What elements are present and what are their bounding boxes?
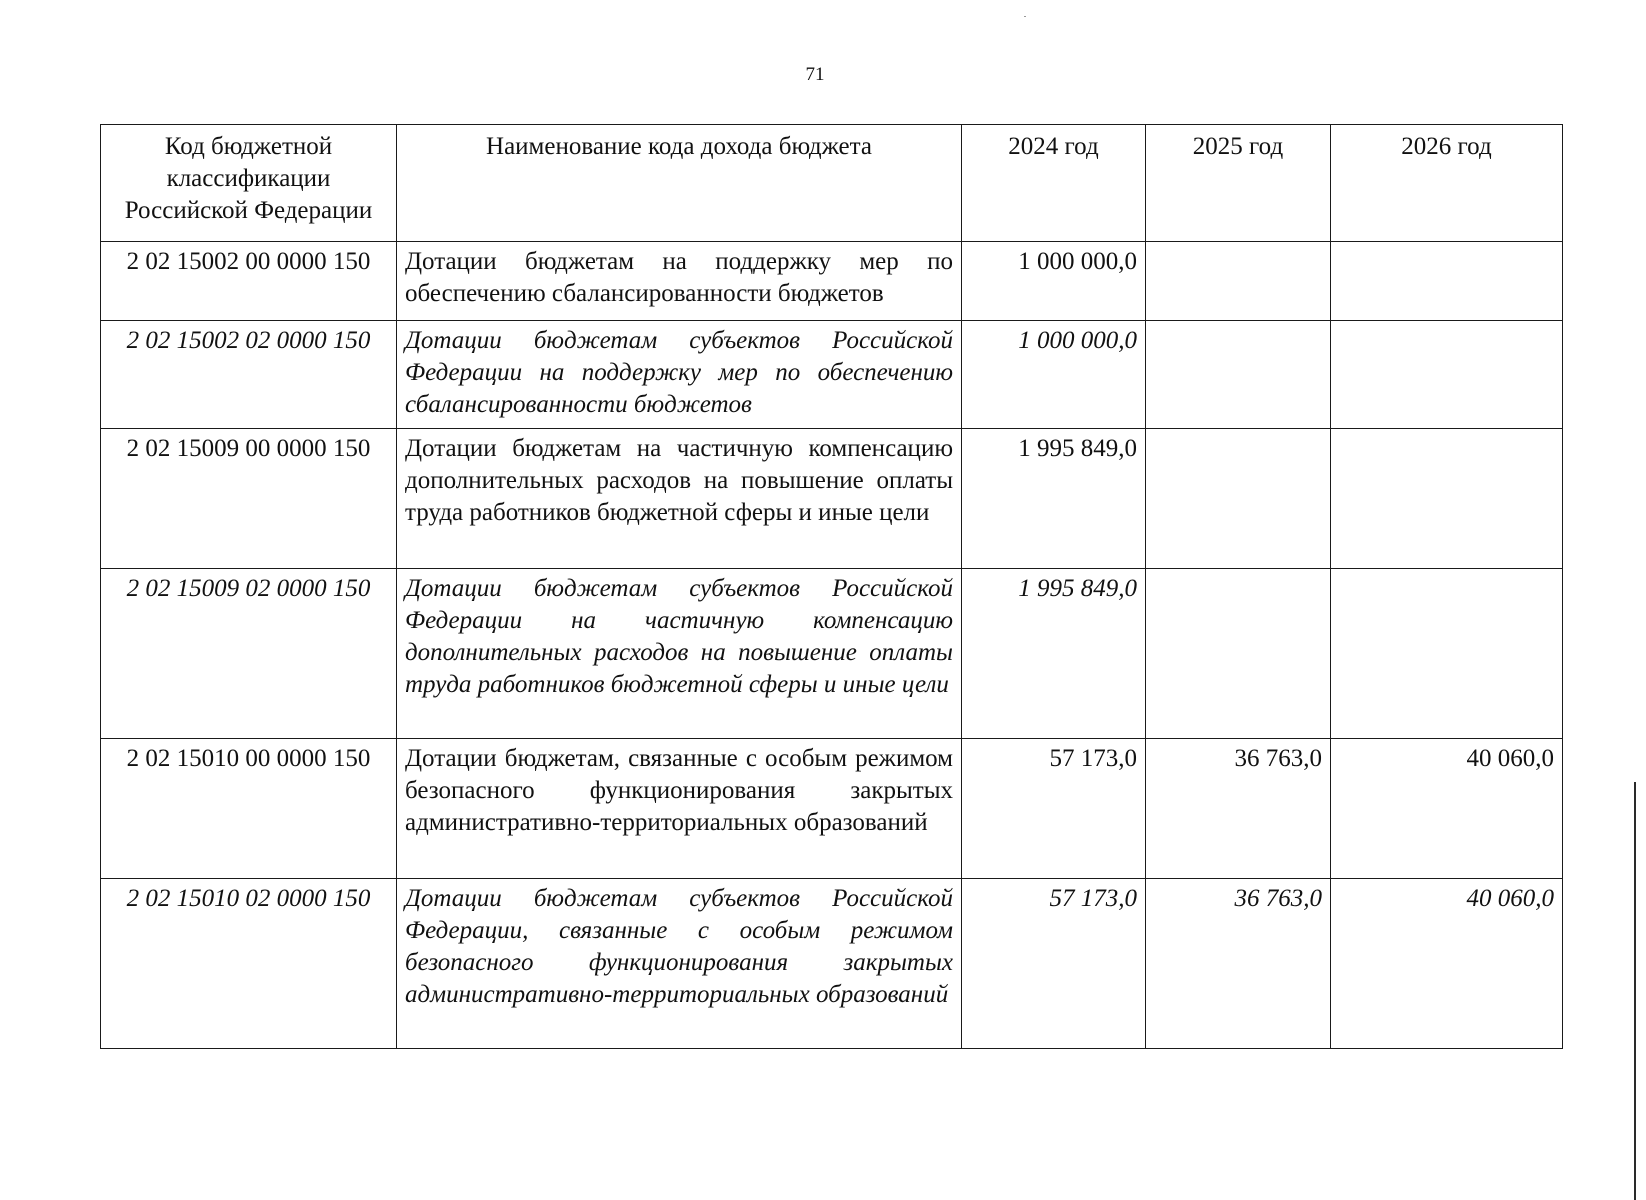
header-code: Код бюджетной классификации Российской Федерации: [101, 125, 397, 242]
row-amount-2024: 57 173,0: [962, 739, 1146, 879]
table-header-row: [101, 125, 1563, 242]
table-row: [101, 242, 1563, 321]
row-amount-2025: [1146, 429, 1331, 569]
row-amount-2024: 57 173,0: [962, 879, 1146, 1049]
row-name: Дотации бюджетам на поддержку мер по обеспечению сбалансированности бюджетов: [397, 242, 962, 321]
row-name: Дотации бюджетам субъектов Российской Федерации на поддержку мер по обеспечению сбалансированности бюджетов: [397, 321, 962, 429]
table-row: [101, 321, 1563, 429]
row-amount-2026: [1331, 569, 1563, 739]
header-2025: 2025 год: [1146, 125, 1331, 242]
row-name: Дотации бюджетам на частичную компенсацию дополнительных расходов на повышение оплаты труда работников бюджетной сферы и иные цели: [397, 429, 962, 569]
budget-revenue-table: [100, 124, 1563, 1049]
row-code: 2 02 15010 02 0000 150: [101, 879, 397, 1049]
row-amount-2025: [1146, 321, 1331, 429]
row-amount-2024: 1 995 849,0: [962, 429, 1146, 569]
header-2026: 2026 год: [1331, 125, 1563, 242]
header-name: Наименование кода дохода бюджета: [397, 125, 962, 242]
row-code: 2 02 15009 02 0000 150: [101, 569, 397, 739]
page-number: [0, 64, 1646, 86]
row-amount-2026: [1331, 321, 1563, 429]
row-amount-2026: 40 060,0: [1331, 879, 1563, 1049]
row-name: Дотации бюджетам, связанные с особым режимом безопасного функционирования закрытых административно-территориальных образований: [397, 739, 962, 879]
page-number-text: 71: [805, 64, 825, 85]
row-amount-2024: 1 000 000,0: [962, 321, 1146, 429]
row-code: 2 02 15002 00 0000 150: [101, 242, 397, 321]
scan-edge-artifact: [1634, 782, 1636, 1200]
row-name: Дотации бюджетам субъектов Российской Федерации, связанные с особым режимом безопасного функционирования закрытых административно-территориальных образований: [397, 879, 962, 1049]
row-code: 2 02 15002 02 0000 150: [101, 321, 397, 429]
row-amount-2024: 1 995 849,0: [962, 569, 1146, 739]
row-amount-2026: 40 060,0: [1331, 739, 1563, 879]
row-amount-2025: 36 763,0: [1146, 879, 1331, 1049]
header-2024: 2024 год: [962, 125, 1146, 242]
row-amount-2024: 1 000 000,0: [962, 242, 1146, 321]
table-row: [101, 739, 1563, 879]
row-amount-2025: 36 763,0: [1146, 739, 1331, 879]
table-row: [101, 879, 1563, 1049]
row-code: 2 02 15010 00 0000 150: [101, 739, 397, 879]
row-code: 2 02 15009 00 0000 150: [101, 429, 397, 569]
table-row: [101, 429, 1563, 569]
row-amount-2026: [1331, 429, 1563, 569]
row-name: Дотации бюджетам субъектов Российской Федерации на частичную компенсацию дополнительных расходов на повышение оплаты труда работников бюджетной сферы и иные цели: [397, 569, 962, 739]
scan-artifact-dot: [1024, 16, 1026, 17]
row-amount-2026: [1331, 242, 1563, 321]
row-amount-2025: [1146, 242, 1331, 321]
row-amount-2025: [1146, 569, 1331, 739]
table-row: [101, 569, 1563, 739]
